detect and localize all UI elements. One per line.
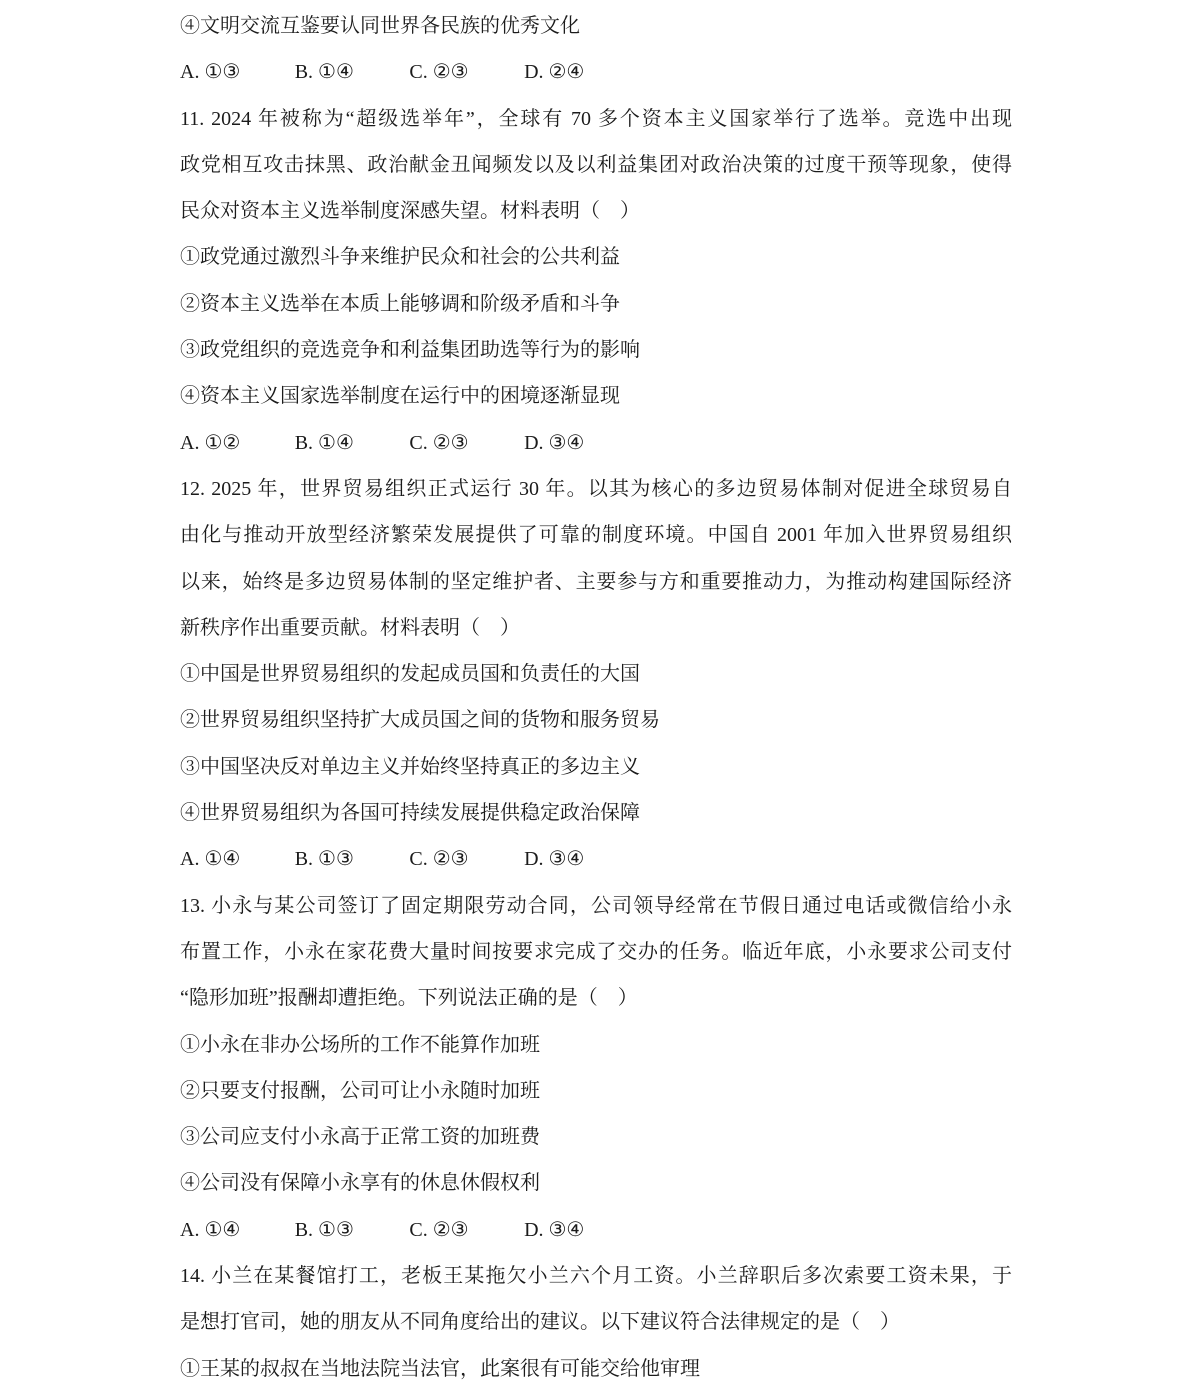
- answer-option-b: B. ①④: [294, 61, 354, 84]
- q12-item-1: ①中国是世界贸易组织的发起成员国和负责任的大国: [180, 663, 640, 686]
- answer-option-c: C. ②③: [409, 848, 469, 871]
- q12-stem-line-4: 新秩序作出重要贡献。材料表明（ ）: [180, 616, 520, 639]
- answer-option-a: A. ①④: [180, 1218, 241, 1241]
- answer-option-b: B. ①③: [294, 848, 354, 871]
- q11-item-3: ③政党组织的竞选竞争和利益集团助选等行为的影响: [180, 339, 640, 362]
- q12-item-3: ③中国坚决反对单边主义并始终坚持真正的多边主义: [180, 755, 640, 778]
- q13-answer-row: [180, 1207, 1012, 1253]
- answer-option-b: B. ①④: [294, 431, 354, 454]
- q10-answer-row: [180, 49, 1012, 95]
- q11-answer-row: [180, 420, 1012, 466]
- q11-stem-line-1: 11. 2024 年被称为“超级选举年”，全球有 70 多个资本主义国家举行了选举。竞选中出现: [180, 107, 1012, 130]
- answer-option-d: D. ③④: [524, 1218, 585, 1241]
- q11-item-1: ①政党通过激烈斗争来维护民众和社会的公共利益: [180, 246, 620, 269]
- q11-item-4: ④资本主义国家选举制度在运行中的困境逐渐显现: [180, 385, 620, 408]
- q13-item-3: ③公司应支付小永高于正常工资的加班费: [180, 1126, 540, 1149]
- q14-stem-line-1: 14. 小兰在某餐馆打工，老板王某拖欠小兰六个月工资。小兰辞职后多次索要工资未果，于: [180, 1265, 1012, 1288]
- q10-choice-4: ④文明交流互鉴要认同世界各民族的优秀文化: [180, 15, 580, 37]
- q13-stem-line-1: 13. 小永与某公司签订了固定期限劳动合同，公司领导经常在节假日通过电话或微信给小永: [180, 894, 1012, 917]
- answer-option-d: D. ③④: [524, 848, 585, 871]
- q12-item-2: ②世界贸易组织坚持扩大成员国之间的货物和服务贸易: [180, 709, 660, 732]
- q13-stem-line-3: “隐形加班”报酬却遭拒绝。下列说法正确的是（ ）: [180, 987, 638, 1010]
- answer-option-c: C. ②③: [409, 61, 469, 84]
- answer-option-c: C. ②③: [409, 1218, 469, 1241]
- q13-item-1: ①小永在非办公场所的工作不能算作加班: [180, 1033, 540, 1056]
- q12-stem-line-3: 以来，始终是多边贸易体制的坚定维护者、主要参与方和重要推动力，为推动构建国际经济: [180, 570, 1012, 593]
- answer-option-a: A. ①②: [180, 431, 241, 454]
- answer-option-d: D. ③④: [524, 431, 585, 454]
- q13-item-4: ④公司没有保障小永享有的休息休假权利: [180, 1172, 540, 1195]
- q11-stem-line-3: 民众对资本主义选举制度深感失望。材料表明（ ）: [180, 200, 640, 223]
- q11-stem-line-2: 政党相互攻击抹黑、政治献金丑闻频发以及以利益集团对政治决策的过度干预等现象，使得: [180, 153, 1012, 176]
- answer-option-d: D. ②④: [524, 61, 585, 84]
- q12-answer-row: [180, 836, 1012, 882]
- q13-stem-line-2: 布置工作，小永在家花费大量时间按要求完成了交办的任务。临近年底，小永要求公司支付: [180, 940, 1012, 963]
- answer-option-b: B. ①③: [294, 1218, 354, 1241]
- q14-item-1: ①王某的叔叔在当地法院当法官，此案很有可能交给他审理: [180, 1357, 700, 1380]
- answer-option-a: A. ①④: [180, 848, 241, 871]
- q11-item-2: ②资本主义选举在本质上能够调和阶级矛盾和斗争: [180, 292, 620, 315]
- answer-option-c: C. ②③: [409, 431, 469, 454]
- q14-stem-line-2: 是想打官司，她的朋友从不同角度给出的建议。以下建议符合法律规定的是（ ）: [180, 1311, 900, 1334]
- q12-item-4: ④世界贸易组织为各国可持续发展提供稳定政治保障: [180, 802, 640, 825]
- q12-stem-line-2: 由化与推动开放型经济繁荣发展提供了可靠的制度环境。中国自 2001 年加入世界贸易组织: [180, 524, 1012, 547]
- q13-item-2: ②只要支付报酬，公司可让小永随时加班: [180, 1079, 540, 1102]
- q12-stem-line-1: 12. 2025 年，世界贸易组织正式运行 30 年。以其为核心的多边贸易体制对促进全球贸易自: [180, 477, 1012, 500]
- answer-option-a: A. ①③: [180, 61, 241, 84]
